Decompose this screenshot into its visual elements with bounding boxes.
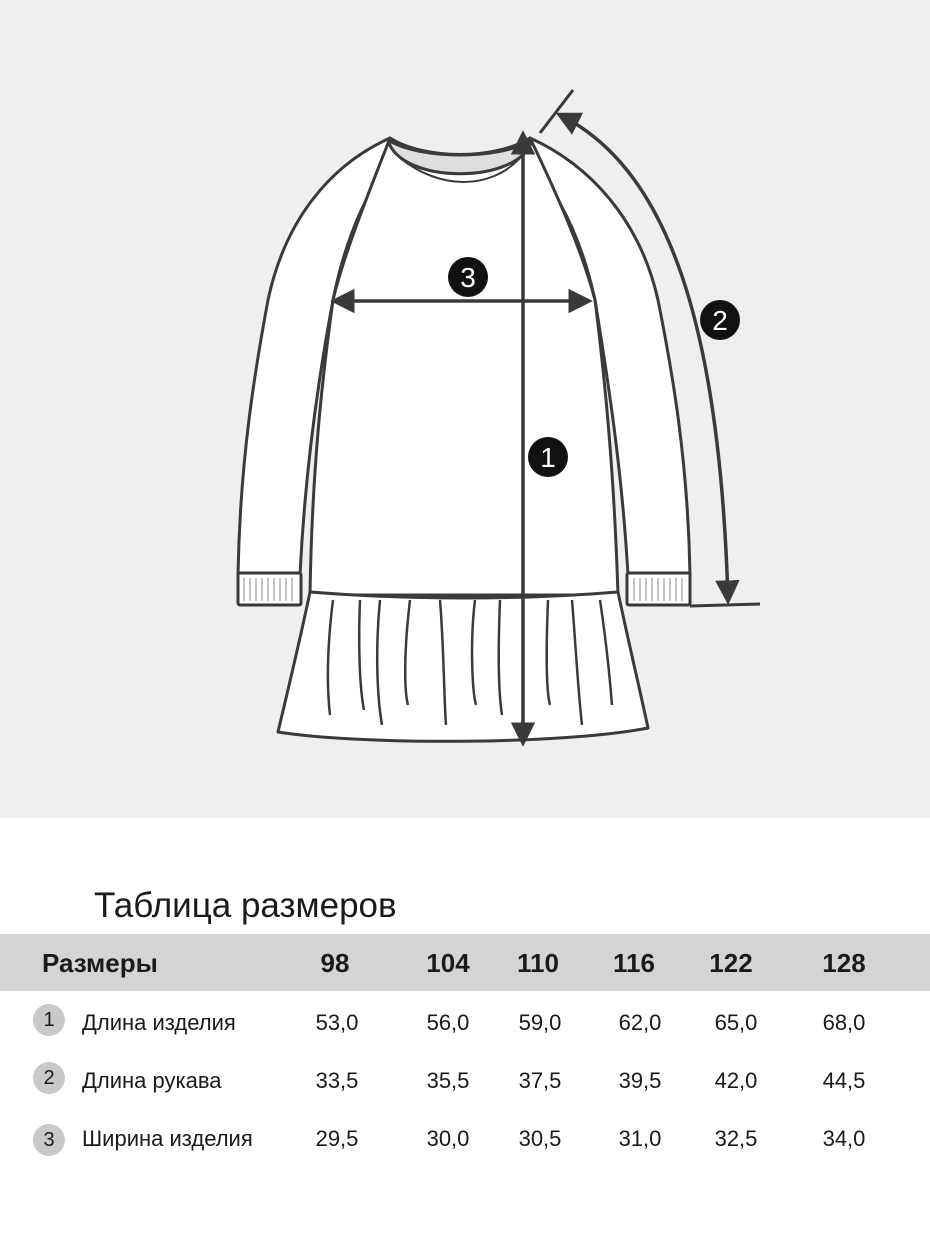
table-cell: 44,5 xyxy=(822,1068,866,1093)
header-size: 110 xyxy=(517,948,559,978)
table-cell: 59,0 xyxy=(518,1010,562,1035)
row-number-badge: 1 xyxy=(33,1004,65,1036)
table-cell: 62,0 xyxy=(618,1010,662,1035)
table-cell: 65,0 xyxy=(714,1010,758,1035)
table-row xyxy=(0,1062,930,1102)
table-cell: 30,0 xyxy=(426,1126,470,1151)
row-label: Длина изделия xyxy=(82,1010,236,1035)
marker-3 xyxy=(448,257,488,297)
dress-skirt xyxy=(278,592,648,741)
row-label: Ширина изделия xyxy=(82,1126,253,1151)
table-cell: 35,5 xyxy=(426,1068,470,1093)
marker-1 xyxy=(528,437,568,477)
header-size: 122 xyxy=(709,948,753,978)
svg-text:1: 1 xyxy=(540,442,556,473)
table-cell: 34,0 xyxy=(822,1126,866,1151)
header-size: 104 xyxy=(426,948,470,978)
header-size: 98 xyxy=(320,948,350,978)
header-size: 116 xyxy=(613,948,655,978)
svg-text:3: 3 xyxy=(460,262,476,293)
table-row xyxy=(0,1004,930,1044)
table-cell: 53,0 xyxy=(315,1010,359,1035)
size-table-title: Таблица размеров xyxy=(94,886,397,925)
row-number-badge: 2 xyxy=(33,1062,65,1094)
header-size: 128 xyxy=(822,948,866,978)
table-row xyxy=(0,1120,930,1160)
table-cell: 68,0 xyxy=(822,1010,866,1035)
header-label: Размеры xyxy=(42,948,158,978)
row-number-badge: 3 xyxy=(33,1124,65,1156)
svg-text:2: 2 xyxy=(712,305,728,336)
table-cell: 56,0 xyxy=(426,1010,470,1035)
table-cell: 39,5 xyxy=(618,1068,662,1093)
table-cell: 37,5 xyxy=(518,1068,562,1093)
table-cell: 32,5 xyxy=(714,1126,758,1151)
table-cell: 30,5 xyxy=(518,1126,562,1151)
table-cell: 31,0 xyxy=(618,1126,662,1151)
row-label: Длина рукава xyxy=(82,1068,222,1093)
table-cell: 29,5 xyxy=(315,1126,359,1151)
table-cell: 33,5 xyxy=(315,1068,359,1093)
table-cell: 42,0 xyxy=(714,1068,758,1093)
marker-2 xyxy=(700,300,740,340)
